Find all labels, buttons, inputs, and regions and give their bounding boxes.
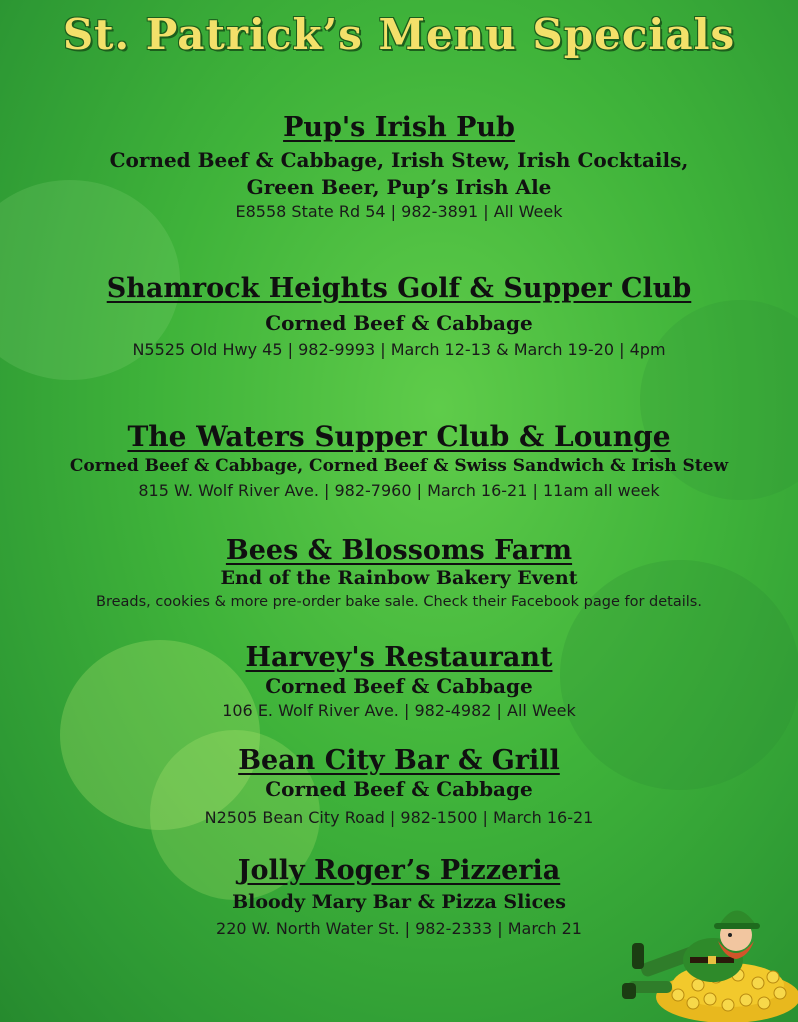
page-title: St. Patrick’s Menu Specials [62,10,736,59]
venue-name: Harvey's Restaurant [245,642,553,673]
venue-info: N2505 Bean City Road | 982-1500 | March 16-21 [204,808,594,828]
venue-info: N5525 Old Hwy 45 | 982-9993 | March 12-13 & March 19-20 | 4pm [132,340,666,360]
venue-items: Bloody Mary Bar & Pizza Slices [232,891,566,914]
venue-shamrock-heights [0,273,798,361]
venue-name: Bees & Blossoms Farm [225,535,573,566]
venue-info: 815 W. Wolf River Ave. | 982-7960 | March 16-21 | 11am all week [138,481,660,501]
venue-name: Shamrock Heights Golf & Supper Club [106,273,692,304]
venue-items: Corned Beef & Cabbage, Corned Beef & Swiss Sandwich & Irish Stew [69,456,729,477]
venue-name: Jolly Roger’s Pizzeria [237,855,561,886]
venue-items: Corned Beef & Cabbage [265,777,533,802]
venue-info: 220 W. North Water St. | 982-2333 | March 21 [216,918,582,938]
venue-items: Corned Beef & Cabbage [265,311,533,336]
leprechaun-illustration [618,885,798,1022]
venue-pups-irish-pub [0,112,798,223]
venue-name: Bean City Bar & Grill [238,745,560,776]
venue-the-waters [0,421,798,503]
venue-bees-blossoms [0,535,798,612]
venue-name: Pup's Irish Pub [283,112,515,143]
venue-name: The Waters Supper Club & Lounge [127,420,671,453]
venue-info: E8558 State Rd 54 | 982-3891 | All Week [235,202,563,222]
venue-harveys [0,642,798,722]
venue-bean-city [0,745,798,829]
venue-info: 106 E. Wolf River Ave. | 982-4982 | All Week [222,701,576,721]
venue-items: Corned Beef & Cabbage, Irish Stew, Irish Cocktails, [109,148,689,173]
venue-info: Breads, cookies & more pre-order bake sale. Check their Facebook page for details. [96,593,702,610]
venue-items: End of the Rainbow Bakery Event [220,567,578,590]
venue-items: Corned Beef & Cabbage [265,674,533,699]
venue-items: Green Beer, Pup’s Irish Ale [246,175,552,200]
